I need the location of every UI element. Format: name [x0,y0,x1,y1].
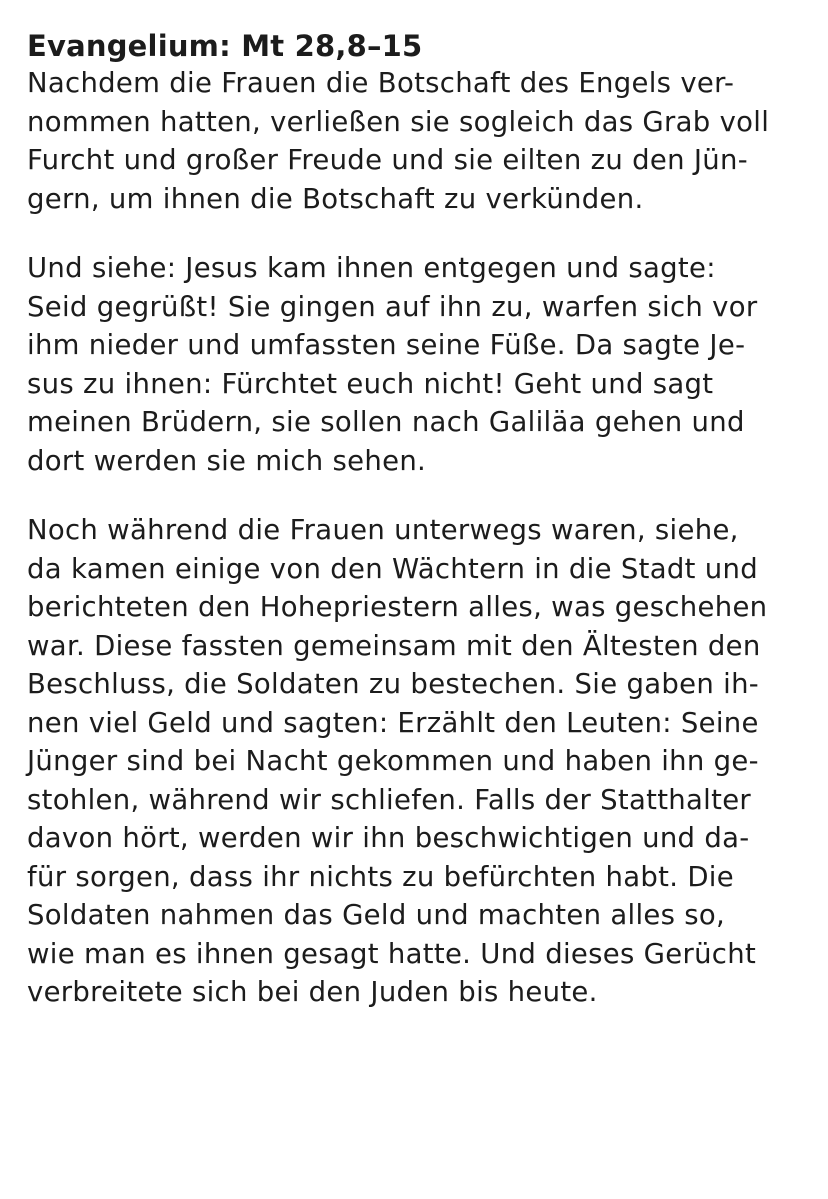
text-line: dort werden sie mich sehen. [27,444,427,477]
paragraph-1 [27,64,817,218]
text-line: stohlen, während wir schliefen. Falls der Statthalter [27,783,752,816]
text-line: meinen Brüdern, sie sollen nach Galiläa gehen und [27,406,745,438]
text-line: verbreitete sich bei den Juden bis heute. [27,976,598,1008]
text-line: davon hört, werden wir ihn beschwichtigen und da- [27,822,750,854]
text-line: war. Diese fassten gemeinsam mit den Ältesten den [27,629,761,662]
text-line: für sorgen, dass ihr nichts zu befürchten habt. Die [27,860,734,893]
text-line: Soldaten nahmen das Geld und machten alles so, [27,899,726,931]
text-line: ihm nieder und umfassten seine Füße. Da sagte Je- [27,329,746,361]
paragraph-2 [27,249,817,480]
text-line: gern, um ihnen die Botschaft zu verkünden. [27,182,644,215]
text-line: Jünger sind bei Nacht gekommen und haben ihn ge- [27,745,759,777]
text-line: Nachdem die Frauen die Botschaft des Engels ver- [27,67,735,99]
document-page [27,28,817,1012]
text-line: Furcht und großer Freude und sie eilten zu den Jün- [27,144,748,176]
paragraph-3 [27,511,817,1012]
text-line: Und siehe: Jesus kam ihnen entgegen und sagte: [27,252,716,284]
text-line: Noch während die Frauen unterwegs waren, siehe, [27,514,739,546]
text-line: nommen hatten, verließen sie sogleich das Grab voll [27,105,770,138]
text-line: wie man es ihnen gesagt hatte. Und dieses Gerücht [27,937,757,970]
text-line: berichteten den Hohepriestern alles, was geschehen [27,591,768,623]
text-line: Beschluss, die Soldaten zu bestechen. Sie gaben ih- [27,668,760,700]
text-line: da kamen einige von den Wächtern in die Stadt und [27,552,758,585]
text-line: sus zu ihnen: Fürchtet euch nicht! Geht und sagt [27,367,714,400]
text-line: Seid gegrüßt! Sie gingen auf ihn zu, warfen sich vor [27,290,758,323]
text-line: nen viel Geld und sagten: Erzählt den Leuten: Seine [27,706,759,739]
gospel-title: Evangelium: Mt 28,8–15 [27,29,423,63]
